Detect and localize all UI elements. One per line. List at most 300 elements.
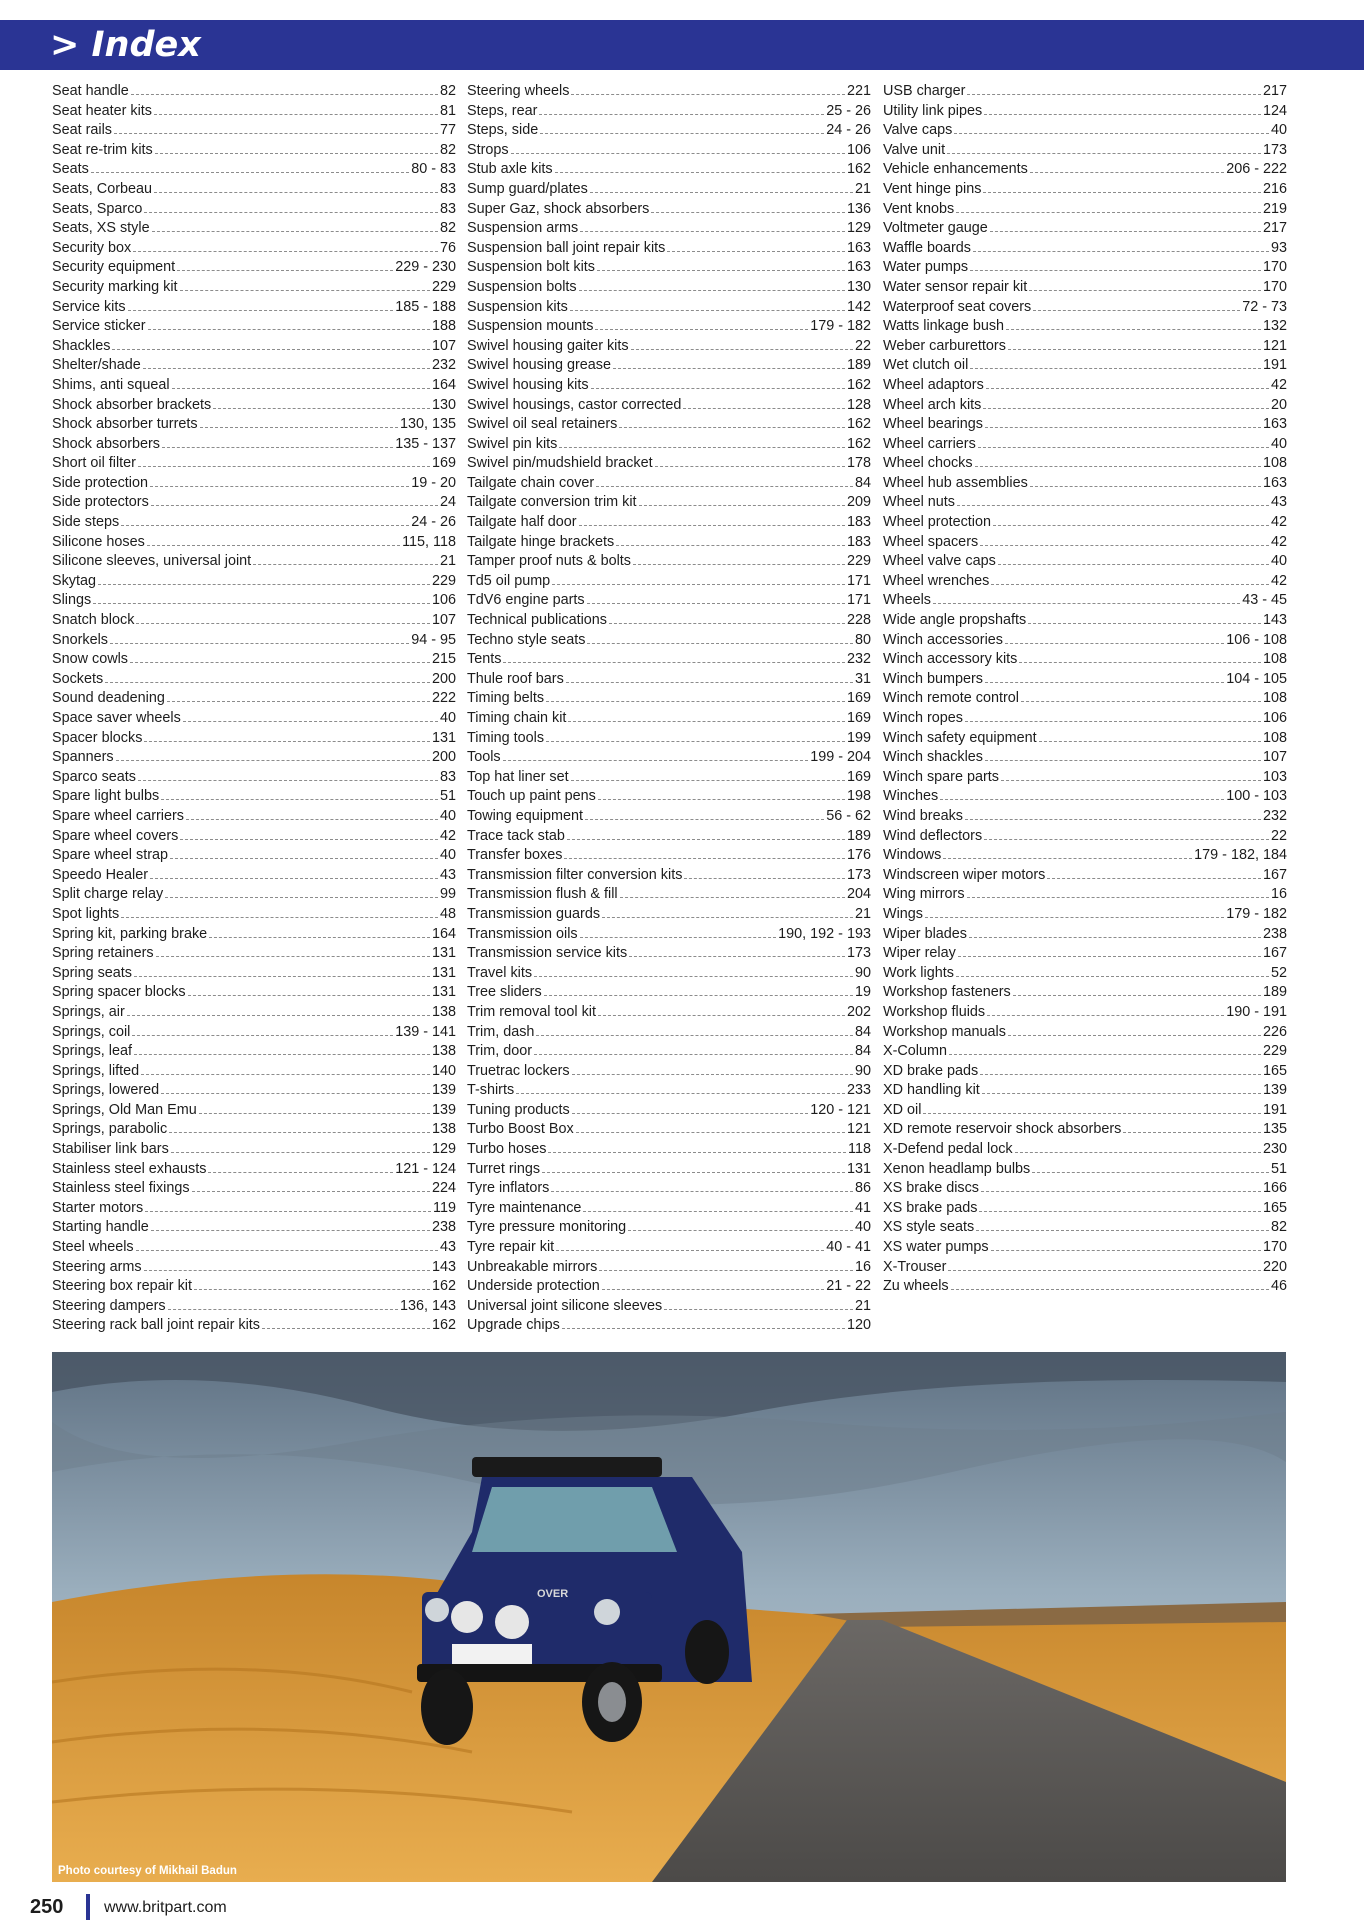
index-entry: [467, 200, 871, 220]
entry-pages: 221: [846, 83, 871, 99]
dotted-leader: [970, 270, 1261, 271]
index-entry: [467, 474, 871, 494]
entry-term: Transmission guards: [467, 905, 601, 922]
dotted-leader: [209, 937, 430, 938]
entry-term: Space saver wheels: [52, 710, 181, 726]
index-entry: [52, 376, 456, 396]
dotted-leader: [132, 1035, 393, 1036]
entry-pages: 42: [1270, 533, 1287, 550]
entry-pages: 166: [1262, 1180, 1287, 1197]
entry-pages: 228: [846, 612, 871, 629]
entry-pages: 229: [431, 278, 456, 295]
index-entry: [467, 611, 871, 631]
dotted-leader: [1001, 780, 1261, 781]
index-entry: [52, 885, 456, 905]
index-entry: [467, 317, 871, 337]
entry-term: Super Gaz, shock absorbers: [467, 200, 650, 217]
dotted-leader: [170, 858, 438, 859]
entry-term: Workshop fasteners: [883, 984, 1011, 1001]
entry-term: Steering box repair kit: [52, 1278, 192, 1295]
index-entry: [467, 298, 871, 318]
dotted-leader: [587, 643, 853, 644]
dotted-leader: [1008, 349, 1261, 350]
dotted-leader: [948, 1270, 1261, 1271]
footer-divider: [86, 1894, 90, 1920]
entry-term: Timing belts: [467, 690, 545, 707]
entry-pages: 229: [1262, 1043, 1287, 1060]
index-entry: [52, 513, 456, 533]
entry-pages: 118: [848, 1141, 871, 1158]
entry-term: Seat rails: [52, 122, 112, 139]
index-entry: [467, 983, 871, 1003]
dotted-leader: [141, 1074, 430, 1075]
dotted-leader: [923, 1113, 1261, 1114]
entry-pages: 219: [1262, 200, 1287, 217]
entry-pages: 106 - 108: [1226, 631, 1287, 648]
entry-term: T-shirts: [467, 1082, 515, 1099]
dotted-leader: [548, 1152, 846, 1153]
entry-pages: 226: [1262, 1023, 1287, 1040]
index-entry: [883, 533, 1287, 553]
dotted-leader: [516, 1093, 845, 1094]
entry-pages: 139: [431, 1082, 456, 1099]
footer: [0, 1892, 1364, 1924]
entry-term: Shelter/shade: [52, 357, 141, 374]
entry-pages: 16: [854, 1258, 871, 1275]
index-entry: [467, 591, 871, 611]
dotted-leader: [975, 466, 1261, 467]
index-entry: [467, 866, 871, 886]
index-entry: [467, 396, 871, 416]
dotted-leader: [169, 1132, 430, 1133]
entry-pages: 130, 135: [399, 416, 456, 433]
entry-term: Winch spare parts: [883, 768, 999, 785]
entry-pages: 189: [1262, 984, 1287, 1001]
entry-pages: 188: [431, 318, 456, 335]
entry-term: Valve unit: [883, 141, 946, 158]
index-entry: [883, 1081, 1287, 1101]
entry-term: Timing chain kit: [467, 710, 567, 726]
entry-term: Steering rack ball joint repair kits: [52, 1317, 260, 1334]
dotted-leader: [633, 564, 845, 565]
dotted-leader: [98, 584, 430, 585]
entry-pages: 140: [431, 1062, 456, 1079]
dotted-leader: [957, 505, 1269, 506]
entry-pages: 121: [846, 1121, 871, 1138]
entry-term: Swivel pin/mudshield bracket: [467, 455, 653, 472]
dotted-leader: [161, 1093, 430, 1094]
dotted-leader: [546, 741, 845, 742]
dotted-leader: [180, 290, 430, 291]
entry-term: Weber carburettors: [883, 337, 1006, 354]
entry-term: Shock absorber brackets: [52, 396, 212, 413]
entry-pages: 185 - 188: [395, 298, 456, 315]
entry-pages: 199: [846, 729, 871, 746]
entry-pages: 130: [431, 396, 456, 413]
entry-term: Top hat liner set: [467, 768, 569, 785]
dotted-leader: [1030, 486, 1261, 487]
entry-term: Spring retainers: [52, 945, 154, 962]
website-link[interactable]: www.britpart.com: [104, 1899, 227, 1916]
index-entry: [52, 1238, 456, 1258]
dotted-leader: [1028, 623, 1261, 624]
dotted-leader: [985, 427, 1261, 428]
dotted-leader: [1047, 878, 1261, 879]
dotted-leader: [651, 212, 845, 213]
dotted-leader: [1030, 172, 1224, 173]
index-entry: [883, 709, 1287, 729]
index-entry: [467, 905, 871, 925]
dotted-leader: [982, 1093, 1261, 1094]
entry-term: Starting handle: [52, 1219, 149, 1236]
entry-pages: 171: [846, 592, 871, 609]
entry-pages: 43 - 45: [1242, 592, 1287, 609]
index-entry: [467, 1042, 871, 1062]
dotted-leader: [199, 1113, 430, 1114]
dotted-leader: [933, 603, 1240, 604]
index-entry: [467, 768, 871, 788]
dotted-leader: [131, 94, 438, 95]
index-entry: [467, 435, 871, 455]
entry-pages: 232: [431, 357, 456, 374]
index-entry: [52, 729, 456, 749]
dotted-leader: [620, 897, 845, 898]
dotted-leader: [980, 545, 1269, 546]
dotted-leader: [628, 1230, 853, 1231]
front-wheel: [421, 1669, 473, 1745]
entry-pages: 107: [431, 612, 456, 629]
dotted-leader: [954, 133, 1269, 134]
entry-term: Wiper blades: [883, 925, 967, 942]
entry-term: Wind breaks: [883, 807, 963, 824]
index-entry: [883, 278, 1287, 298]
index-entry: [52, 866, 456, 886]
entry-term: Turret rings: [467, 1160, 541, 1177]
index-entry: [52, 356, 456, 376]
entry-term: Wheel spacers: [883, 533, 979, 550]
entry-pages: 163: [1262, 474, 1287, 491]
entry-pages: 135: [1262, 1121, 1287, 1138]
index-entry: [52, 533, 456, 553]
index-entry: [52, 611, 456, 631]
entry-term: Stabiliser link bars: [52, 1141, 169, 1158]
dotted-leader: [978, 447, 1269, 448]
index-entry: [883, 552, 1287, 572]
dotted-leader: [965, 721, 1261, 722]
index-entry: [52, 1101, 456, 1121]
entry-pages: 170: [1262, 1239, 1287, 1256]
entry-pages: 128: [846, 396, 871, 413]
index-entry: [883, 121, 1287, 141]
entry-pages: 169: [846, 690, 871, 707]
entry-term: XS water pumps: [883, 1239, 989, 1256]
entry-term: Shock absorber turrets: [52, 416, 198, 433]
entry-pages: 178: [846, 455, 871, 472]
index-entry: [467, 689, 871, 709]
dotted-leader: [609, 623, 845, 624]
entry-term: Winch shackles: [883, 749, 983, 766]
entry-pages: 106: [846, 141, 871, 158]
entry-pages: 90: [854, 964, 871, 981]
index-entry: [467, 1297, 871, 1317]
index-entry: [883, 905, 1287, 925]
index-entry: [883, 1258, 1287, 1278]
index-entry: [883, 572, 1287, 592]
index-entry: [52, 827, 456, 847]
dotted-leader: [151, 1230, 430, 1231]
index-entry: [467, 1179, 871, 1199]
index-entry: [52, 807, 456, 827]
entry-pages: 173: [846, 945, 871, 962]
dotted-leader: [116, 760, 430, 761]
entry-pages: 143: [1262, 612, 1287, 629]
entry-pages: 200: [431, 749, 456, 766]
entry-pages: 41: [854, 1199, 871, 1216]
dotted-leader: [208, 1172, 393, 1173]
index-entry: [883, 1003, 1287, 1023]
entry-pages: 19 - 20: [411, 474, 456, 491]
dotted-leader: [534, 1054, 853, 1055]
index-entry: [52, 200, 456, 220]
dotted-leader: [596, 486, 853, 487]
entry-pages: 131: [431, 945, 456, 962]
dotted-leader: [631, 349, 853, 350]
index-entry: [883, 1062, 1287, 1082]
index-entry: [52, 396, 456, 416]
entry-term: Speedo Healer: [52, 866, 149, 883]
index-entry: [52, 748, 456, 768]
entry-pages: 93: [1270, 239, 1287, 256]
index-entry: [52, 121, 456, 141]
entry-pages: 19: [854, 984, 871, 1001]
entry-term: Swivel housings, castor corrected: [467, 396, 682, 413]
entry-term: Winch bumpers: [883, 670, 983, 687]
index-entry: [883, 689, 1287, 709]
dotted-leader: [559, 447, 845, 448]
dotted-leader: [562, 1328, 845, 1329]
entry-pages: 43: [439, 866, 456, 883]
entry-term: Tailgate conversion trim kit: [467, 494, 637, 511]
dotted-leader: [536, 1035, 853, 1036]
dotted-leader: [976, 1230, 1269, 1231]
index-header-bar: [0, 20, 1364, 70]
entry-pages: 173: [1262, 141, 1287, 158]
entry-term: Water sensor repair kit: [883, 278, 1028, 295]
entry-term: Seat handle: [52, 83, 129, 99]
entry-pages: 16: [1270, 886, 1287, 903]
dotted-leader: [194, 1289, 430, 1290]
entry-pages: 202: [846, 1003, 871, 1020]
entry-pages: 82: [439, 220, 456, 237]
entry-pages: 165: [1262, 1199, 1287, 1216]
dotted-leader: [165, 897, 438, 898]
index-entry: [52, 1179, 456, 1199]
dotted-leader: [571, 780, 845, 781]
index-entry: [467, 1218, 871, 1238]
dotted-leader: [213, 408, 430, 409]
entry-pages: 106: [431, 592, 456, 609]
entry-term: Wiper relay: [883, 945, 956, 962]
entry-pages: 83: [439, 180, 456, 197]
dotted-leader: [965, 819, 1261, 820]
index-entry: [467, 1101, 871, 1121]
entry-pages: 121: [1262, 337, 1287, 354]
dotted-leader: [1033, 310, 1240, 311]
entry-pages: 191: [1262, 1101, 1287, 1118]
entry-term: Wheel arch kits: [883, 396, 982, 413]
entry-pages: 131: [846, 1160, 871, 1177]
dotted-leader: [150, 486, 409, 487]
index-entry: [467, 1003, 871, 1023]
entry-term: Watts linkage bush: [883, 318, 1005, 335]
entry-term: Winch accessories: [883, 631, 1003, 648]
dotted-leader: [168, 1309, 398, 1310]
entry-term: Stub axle kits: [467, 161, 553, 178]
dotted-leader: [127, 1015, 430, 1016]
dotted-leader: [943, 858, 1192, 859]
dotted-leader: [566, 682, 853, 683]
entry-pages: 136, 143: [399, 1297, 456, 1314]
entry-term: Tyre maintenance: [467, 1199, 582, 1216]
dotted-leader: [144, 741, 430, 742]
dotted-leader: [134, 976, 430, 977]
entry-term: Wheel hub assemblies: [883, 474, 1028, 491]
dotted-leader: [990, 231, 1261, 232]
entry-pages: 171: [846, 572, 871, 589]
entry-pages: 162: [431, 1317, 456, 1334]
index-entry: [467, 278, 871, 298]
index-entry: [883, 493, 1287, 513]
entry-pages: 82: [439, 83, 456, 99]
entry-term: Unbreakable mirrors: [467, 1258, 598, 1275]
entry-pages: 162: [431, 1278, 456, 1295]
dotted-leader: [580, 937, 777, 938]
entry-term: Suspension arms: [467, 220, 579, 237]
entry-term: Suspension ball joint repair kits: [467, 239, 666, 256]
dotted-leader: [967, 897, 1269, 898]
dotted-leader: [984, 839, 1269, 840]
entry-pages: 176: [846, 847, 871, 864]
entry-pages: 217: [1262, 220, 1287, 237]
entry-term: Transmission flush & fill: [467, 886, 618, 903]
entry-term: Swivel housing gaiter kits: [467, 337, 629, 354]
entry-pages: 21 - 22: [826, 1278, 871, 1295]
dotted-leader: [1005, 643, 1224, 644]
dotted-leader: [172, 388, 430, 389]
index-entry: [883, 1160, 1287, 1180]
dotted-leader: [144, 1270, 430, 1271]
dotted-leader: [556, 1250, 824, 1251]
entry-pages: 199 - 204: [810, 749, 871, 766]
entry-term: Technical publications: [467, 612, 607, 629]
index-entry: [52, 944, 456, 964]
index-entry: [52, 670, 456, 690]
index-entry: [883, 258, 1287, 278]
index-entry: [467, 807, 871, 827]
entry-term: Trim, door: [467, 1043, 533, 1060]
dotted-leader: [564, 858, 845, 859]
dotted-leader: [130, 662, 430, 663]
index-entry: [467, 925, 871, 945]
index-entry: [883, 827, 1287, 847]
dotted-leader: [136, 623, 430, 624]
dotted-leader: [576, 1132, 845, 1133]
index-entry: [883, 298, 1287, 318]
index-entry: [883, 1238, 1287, 1258]
entry-pages: 43: [439, 1239, 456, 1256]
dotted-leader: [93, 603, 430, 604]
entry-term: Trim removal tool kit: [467, 1003, 597, 1020]
entry-term: Suspension mounts: [467, 318, 594, 335]
dotted-leader: [993, 525, 1269, 526]
index-entry: [467, 102, 871, 122]
dotted-leader: [597, 270, 845, 271]
entry-pages: 183: [846, 533, 871, 550]
entry-term: Wheel valve caps: [883, 553, 996, 570]
dotted-leader: [983, 408, 1269, 409]
index-entry: [467, 885, 871, 905]
index-entry: [467, 670, 871, 690]
entry-pages: 20: [1270, 396, 1287, 413]
index-entry: [52, 1160, 456, 1180]
dotted-leader: [177, 270, 393, 271]
dotted-leader: [567, 839, 845, 840]
entry-pages: 21: [854, 905, 871, 922]
entry-term: Sump guard/plates: [467, 180, 588, 197]
entry-pages: 224: [431, 1180, 456, 1197]
entry-pages: 131: [431, 964, 456, 981]
entry-pages: 143: [431, 1258, 456, 1275]
entry-pages: 40: [1270, 122, 1287, 139]
index-entry: [883, 964, 1287, 984]
dotted-leader: [144, 212, 438, 213]
entry-pages: 83: [439, 768, 456, 785]
entry-term: Turbo Boost Box: [467, 1121, 574, 1138]
index-entry: [467, 1023, 871, 1043]
index-entry: [883, 180, 1287, 200]
entry-pages: 103: [1262, 768, 1287, 785]
entry-term: Spot lights: [52, 905, 120, 922]
dotted-leader: [112, 349, 430, 350]
index-entry: [467, 1316, 871, 1336]
entry-pages: 170: [1262, 259, 1287, 276]
index-entry: [883, 82, 1287, 102]
entry-pages: 190, 192 - 193: [778, 925, 871, 942]
index-entry: [467, 846, 871, 866]
entry-term: Seats, Corbeau: [52, 180, 152, 197]
entry-term: Underside protection: [467, 1278, 600, 1295]
entry-pages: 138: [431, 1003, 456, 1020]
dotted-leader: [967, 94, 1261, 95]
index-columns: [52, 82, 1288, 1342]
index-entry: [52, 180, 456, 200]
entry-pages: 21: [439, 553, 456, 570]
entry-term: Skytag: [52, 572, 96, 589]
entry-pages: 40 - 41: [826, 1239, 871, 1256]
entry-term: Shackles: [52, 337, 111, 354]
index-column-3: [883, 82, 1287, 1297]
entry-pages: 24 - 26: [826, 122, 871, 139]
entry-term: XS style seats: [883, 1219, 975, 1236]
dotted-leader: [544, 995, 853, 996]
dotted-leader: [138, 466, 430, 467]
index-entry: [883, 1023, 1287, 1043]
index-entry: [883, 160, 1287, 180]
spot-light: [495, 1605, 529, 1639]
index-entry: [52, 258, 456, 278]
entry-term: Zu wheels: [883, 1278, 949, 1295]
index-entry: [883, 1218, 1287, 1238]
